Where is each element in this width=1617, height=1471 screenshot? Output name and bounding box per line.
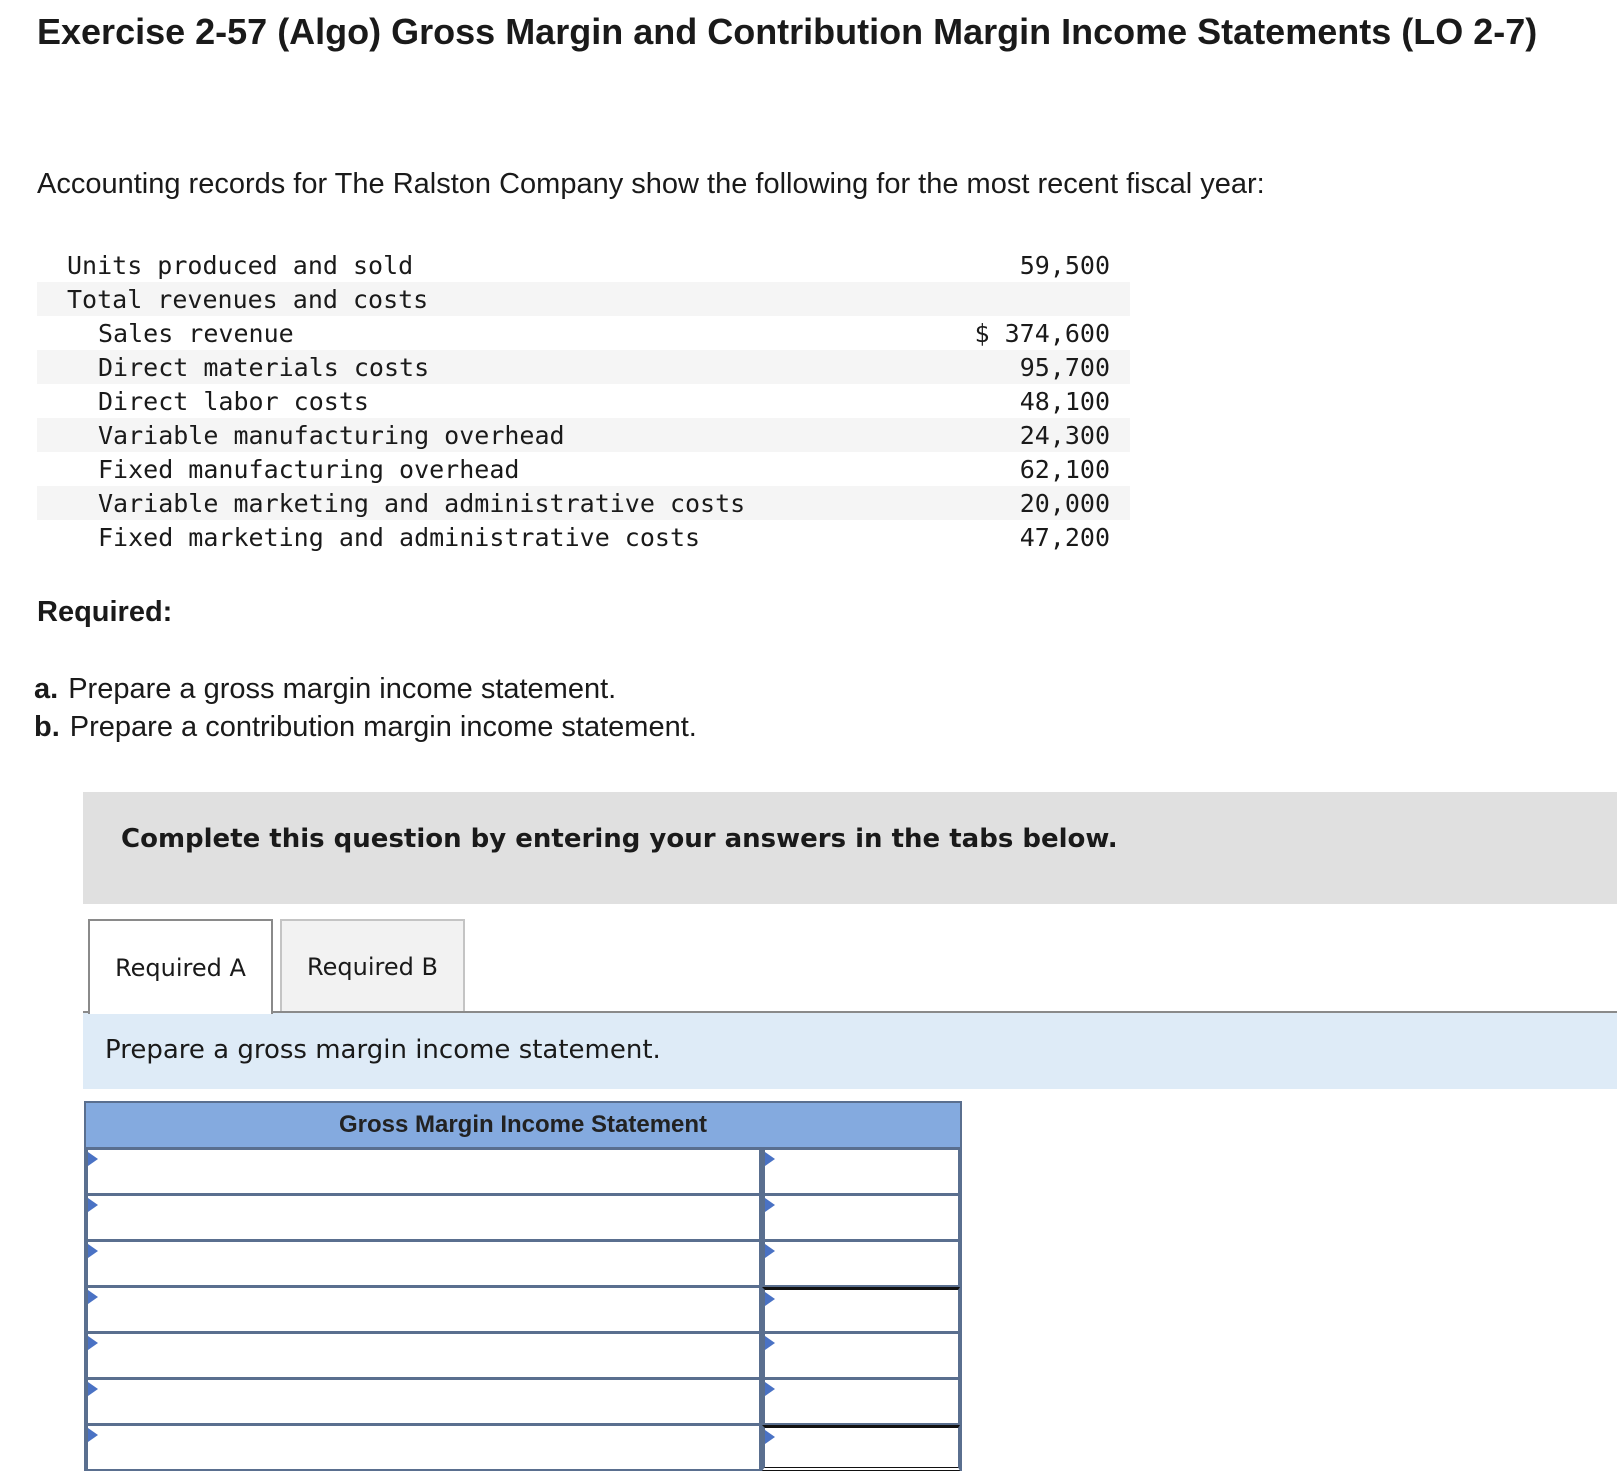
statement-label-input[interactable] bbox=[88, 1288, 759, 1331]
intro-text: Accounting records for The Ralston Company show the following for the most recent fiscal year: bbox=[37, 168, 1265, 200]
banner-text: Complete this question by entering your answers in the tabs below. bbox=[121, 824, 1118, 854]
dropdown-indicator-icon bbox=[765, 1152, 775, 1166]
table-row bbox=[37, 520, 1130, 554]
dropdown-indicator-icon bbox=[88, 1244, 98, 1258]
table-row bbox=[37, 316, 1130, 350]
record-label: Variable marketing and administrative costs bbox=[98, 488, 746, 518]
record-value: 48,100 bbox=[1019, 386, 1110, 416]
record-value bbox=[933, 282, 1130, 316]
statement-amount-input[interactable] bbox=[765, 1150, 958, 1193]
amount-cell bbox=[762, 1287, 960, 1333]
table-row bbox=[37, 452, 1130, 486]
dropdown-indicator-icon bbox=[88, 1290, 98, 1304]
record-value: 47,200 bbox=[1019, 522, 1110, 552]
tab-required-b[interactable] bbox=[280, 919, 465, 1012]
tab-label: Required B bbox=[307, 952, 438, 981]
label-cell bbox=[86, 1425, 762, 1471]
table-row bbox=[37, 282, 1130, 316]
tab-instruction-bar bbox=[83, 1013, 1617, 1089]
record-label: Variable manufacturing overhead bbox=[98, 420, 565, 450]
record-value: 95,700 bbox=[1019, 352, 1110, 382]
statement-amount-input[interactable] bbox=[765, 1196, 958, 1239]
required-heading: Required: bbox=[37, 596, 173, 628]
amount-cell bbox=[762, 1195, 960, 1241]
record-label: Sales revenue bbox=[98, 318, 294, 348]
label-cell bbox=[86, 1241, 762, 1287]
label-cell bbox=[86, 1195, 762, 1241]
accounting-records-table bbox=[37, 248, 1130, 554]
tab-instruction-text: Prepare a gross margin income statement. bbox=[105, 1035, 661, 1065]
statement-row bbox=[86, 1287, 960, 1333]
dropdown-indicator-icon bbox=[88, 1428, 98, 1442]
statement-row bbox=[86, 1195, 960, 1241]
record-value: 20,000 bbox=[1019, 488, 1110, 518]
statement-row bbox=[86, 1333, 960, 1379]
statement-amount-input[interactable] bbox=[765, 1242, 958, 1285]
statement-label-input[interactable] bbox=[88, 1380, 759, 1423]
table-row bbox=[37, 486, 1130, 520]
amount-cell bbox=[762, 1425, 960, 1471]
label-cell bbox=[86, 1333, 762, 1379]
record-label: Fixed manufacturing overhead bbox=[98, 454, 520, 484]
table-row bbox=[37, 248, 1130, 282]
dropdown-indicator-icon bbox=[765, 1430, 775, 1444]
tab-label: Required A bbox=[115, 953, 246, 982]
dropdown-indicator-icon bbox=[88, 1336, 98, 1350]
record-label: Units produced and sold bbox=[67, 250, 414, 280]
list-item bbox=[34, 670, 697, 708]
label-cell bbox=[86, 1287, 762, 1333]
tab-required-a[interactable] bbox=[88, 919, 273, 1014]
table-row bbox=[37, 350, 1130, 384]
statement-label-input[interactable] bbox=[88, 1334, 759, 1377]
amount-cell bbox=[762, 1379, 960, 1425]
statement-row bbox=[86, 1241, 960, 1287]
amount-cell bbox=[762, 1241, 960, 1287]
statement-amount-input[interactable] bbox=[765, 1334, 958, 1377]
statement-amount-input[interactable] bbox=[765, 1428, 958, 1467]
record-value: $ 374,600 bbox=[974, 318, 1110, 348]
dropdown-indicator-icon bbox=[88, 1382, 98, 1396]
statement-label-input[interactable] bbox=[88, 1242, 759, 1285]
statement-row bbox=[86, 1149, 960, 1195]
dropdown-indicator-icon bbox=[765, 1336, 775, 1350]
table-row bbox=[37, 418, 1130, 452]
amount-cell bbox=[762, 1333, 960, 1379]
label-cell bbox=[86, 1379, 762, 1425]
item-letter: a. bbox=[34, 673, 59, 705]
statement-label-input[interactable] bbox=[88, 1150, 759, 1193]
statement-label-input[interactable] bbox=[88, 1426, 759, 1469]
record-label: Direct materials costs bbox=[98, 352, 430, 382]
record-value: 62,100 bbox=[1019, 454, 1110, 484]
dropdown-indicator-icon bbox=[88, 1152, 98, 1166]
required-list bbox=[34, 670, 697, 746]
label-cell bbox=[86, 1149, 762, 1195]
statement-amount-input[interactable] bbox=[765, 1290, 958, 1331]
record-value: 59,500 bbox=[1019, 250, 1110, 280]
statement-row bbox=[86, 1379, 960, 1425]
item-text: Prepare a gross margin income statement. bbox=[68, 673, 617, 705]
record-value: 24,300 bbox=[1019, 420, 1110, 450]
item-text: Prepare a contribution margin income statement. bbox=[69, 711, 697, 743]
dropdown-indicator-icon bbox=[765, 1244, 775, 1258]
dropdown-indicator-icon bbox=[765, 1382, 775, 1396]
gross-margin-statement bbox=[84, 1101, 962, 1471]
list-item bbox=[34, 708, 697, 746]
table-row bbox=[37, 384, 1130, 418]
item-letter: b. bbox=[34, 711, 60, 743]
dropdown-indicator-icon bbox=[765, 1292, 775, 1306]
statement-amount-input[interactable] bbox=[765, 1380, 958, 1423]
dropdown-indicator-icon bbox=[88, 1198, 98, 1212]
record-label: Fixed marketing and administrative costs bbox=[98, 522, 701, 552]
dropdown-indicator-icon bbox=[765, 1198, 775, 1212]
exercise-title: Exercise 2-57 (Algo) Gross Margin and Contribution Margin Income Statements (LO 2-7) bbox=[37, 11, 1538, 52]
amount-cell bbox=[762, 1149, 960, 1195]
statement-header: Gross Margin Income Statement bbox=[86, 1103, 960, 1149]
instructions-banner bbox=[83, 792, 1617, 904]
record-label: Direct labor costs bbox=[98, 386, 369, 416]
statement-label-input[interactable] bbox=[88, 1196, 759, 1239]
statement-row bbox=[86, 1425, 960, 1471]
record-label: Total revenues and costs bbox=[67, 284, 429, 314]
